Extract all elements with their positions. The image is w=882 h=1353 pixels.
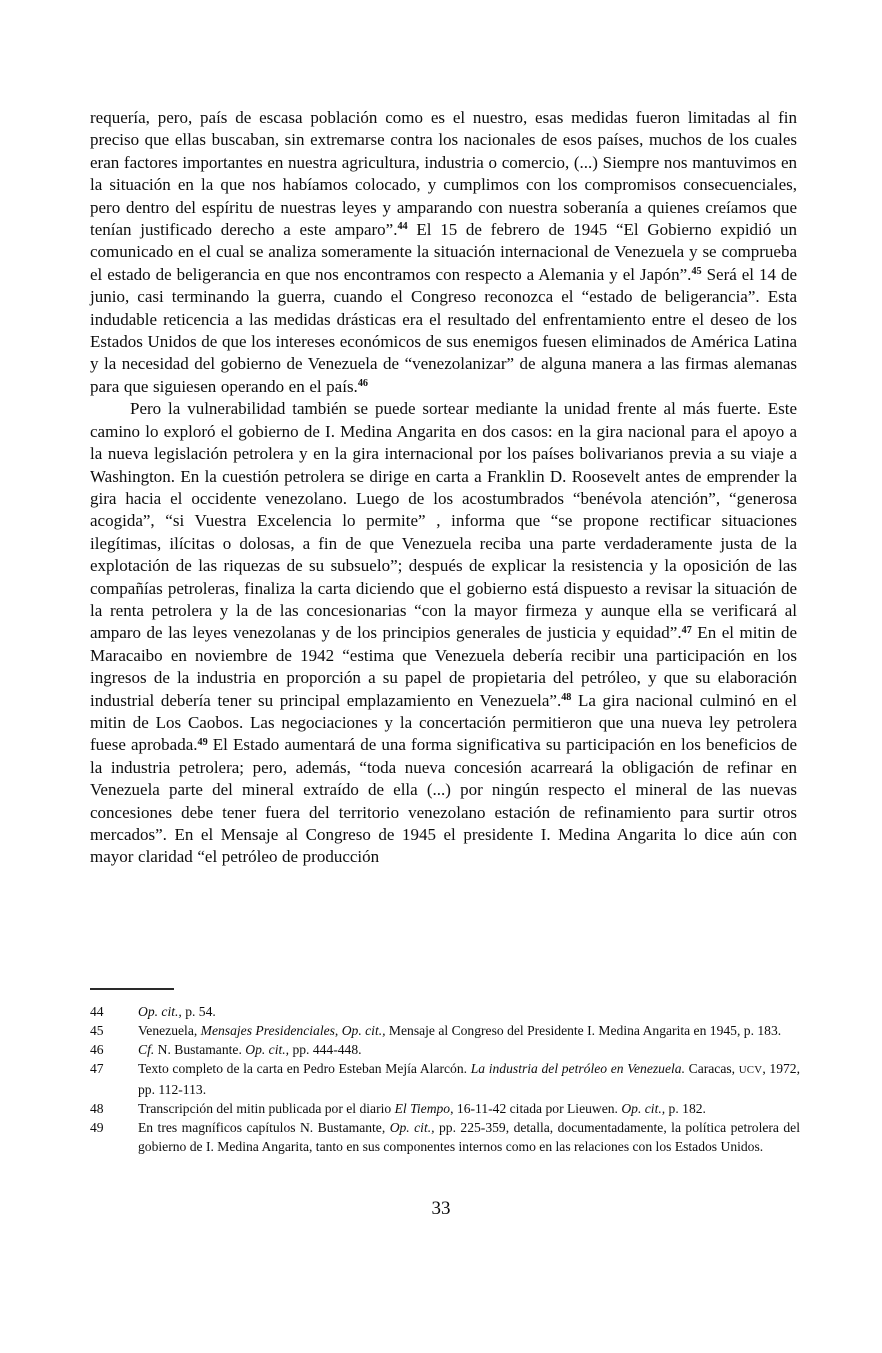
text-segment: Mensaje al Congreso del Presidente I. Medina Angarita en 1945, p. 183.: [385, 1023, 782, 1038]
body-text: [90, 107, 797, 869]
footnote-number: 44: [90, 1004, 104, 1019]
footnote-reference: 48: [561, 691, 572, 703]
footnotes-list: [90, 1002, 800, 1156]
text-segment: Op. cit.,: [341, 1023, 386, 1038]
text-segment: ,: [334, 1023, 342, 1038]
footnote-separator: [90, 988, 174, 990]
text-segment: En el mitin de Maracaibo en noviembre de 1942 “estima que Venezuela debería recibir una participación en los ingresos de la industria en proporción a su papel de propietaria del petróleo, y que su elaboración industrial debería tener su principal emplazamiento en Venezuela”.: [90, 623, 797, 710]
text-segment: N. Bustamante.: [154, 1042, 246, 1057]
text-segment: pp. 444-448.: [289, 1042, 362, 1057]
text-segment: Transcripción del mitin publicada por el diario: [138, 1101, 395, 1116]
text-segment: Texto completo de la carta en Pedro Esteban Mejía Alarcón.: [138, 1061, 471, 1076]
text-segment: Pero la vulnerabilidad también se puede sortear mediante la unidad frente al más fuerte. Este camino lo exploró el gobierno de I. Medina Angarita en dos casos: en la gira nacional para el apoyo a la nueva legislación petrolera y en la gira internacional por los países bolivarianos previa a su viaje a Washington. En la cuestión petrolera se dirige en carta a Franklin D. Roosevelt antes de emprender la gira hacia el occidente venezolano. Luego de los acostumbrados “benévola atención”, “generosa acogida”, “si Vuestra Excelencia lo permite” , informa que “se propone rectificar situaciones ilegítimas, ilícitas o dolosas, a fin de que Venezuela reciba una parte verdaderamente justa de la explotación de las riquezas de su subsuelo”; después de explicar la resistencia y la oposición de las compañías petroleras, finaliza la carta diciendo que el gobierno está dispuesto a revisar la situación de la renta petrolera y la de las concesionarias “con la mayor firmeza y aunque ella se verificará al amparo de las leyes venezolanas y de los principios generales de justicia y equidad”.: [90, 399, 797, 643]
text-segment: requería, pero, país de escasa población como es el nuestro, esas medidas fueron limitadas al fin preciso que ellas buscaban, sin extremarse contra los nacionales de esos países, muchos de los cuales eran factores importantes en nuestra agricultura, industria o comercio, (...) Siempre nos mantuvimos en la situación en la que nos habíamos colocado, y cumplimos con los compromisos consecuenciales, pero dentro del espíritu de nuestras leyes y amparando con nuestra soberanía a quienes creíamos que tenían justificado derecho a este amparo”.: [90, 108, 797, 240]
footnote-text: [138, 1059, 800, 1099]
footnote-number: 49: [90, 1120, 104, 1135]
text-segment: Op. cit.,: [389, 1120, 435, 1135]
text-segment: Op. cit.,: [245, 1042, 290, 1057]
text-segment: El Tiempo: [394, 1101, 451, 1116]
text-segment: El Estado aumentará de una forma significativa su participación en los beneficios de la industria petrolera; pero, además, “toda nueva concesión acarreará la obligación de refinar en Venezuela parte del mineral extraído de ella (...) por ningún respecto el mineral de las nuevas concesiones debe tener fuera del territorio venezolano estación de refinamiento para surtir otros mercados”. En el Mensaje al Congreso de 1945 el presidente I. Medina Angarita lo dice aún con mayor claridad “el petróleo de producción: [90, 735, 797, 867]
footnote-item: [90, 1118, 800, 1156]
footnote-item: [90, 1021, 800, 1040]
body-paragraph: [90, 398, 797, 869]
footnote-reference: 46: [357, 378, 368, 390]
text-segment: Op. cit.,: [621, 1101, 666, 1116]
text-segment: UCV: [738, 1064, 763, 1076]
text-segment: p. 54.: [181, 1004, 216, 1019]
text-segment: Caracas,: [684, 1061, 739, 1076]
footnote-number: 45: [90, 1023, 104, 1038]
text-segment: En tres magníficos capítulos N. Bustamante,: [138, 1120, 390, 1135]
footnote-number: 48: [90, 1101, 104, 1116]
text-segment: Op. cit.,: [138, 1004, 182, 1019]
footnote-item: [90, 1002, 800, 1021]
page-number: 33: [431, 1198, 451, 1219]
footnote-text: [138, 1002, 800, 1021]
text-segment: La industria del petróleo en Venezuela.: [470, 1061, 685, 1076]
footnote-text: [138, 1118, 800, 1156]
footnote-item: [90, 1099, 800, 1118]
body-paragraph: [90, 107, 797, 398]
footnote-text: [138, 1040, 800, 1059]
footnote-text: [138, 1099, 800, 1118]
footnote-item: [90, 1040, 800, 1059]
text-segment: El 15 de febrero de 1945 “El Gobierno expidió un comunicado en el cual se analiza someramente la situación internacional de Venezuela y se comprueba el estado de beligerancia en que nos encontramos con respecto a Alemania y el Japón”.: [90, 220, 797, 284]
footnote-number: 47: [90, 1061, 104, 1076]
text-segment: Será el 14 de junio, casi terminando la guerra, cuando el Congreso reconozca el “estado de beligerancia”. Esta indudable reticencia a las medidas drásticas era el resultado del enfrentamiento entre el deseo de los Estados Unidos de que los intereses económicos de sus enemigos fuesen eliminados de América Latina y la necesidad del gobierno de Venezuela de “venezolanizar” de alguna manera a las firmas alemanas para que siguiesen operando en el país.: [90, 264, 797, 396]
footnote-reference: 44: [397, 221, 408, 233]
text-segment: Venezuela,: [138, 1023, 201, 1038]
text-segment: Cf.: [138, 1042, 155, 1057]
footnote-reference: 47: [681, 624, 692, 636]
text-segment: La gira nacional culminó en el mitin de Los Caobos. Las negociaciones y la concertación permitieron que una nueva ley petrolera fuese aprobada.: [90, 690, 797, 755]
text-segment: , 1972, pp. 112-113.: [138, 1061, 801, 1097]
text-segment: pp. 225-359, detalla, documentadamente, la política petrolera del gobierno de I. Medina Angarita, tanto en sus componentes internos como en las relaciones con los Estados Unidos.: [138, 1120, 800, 1154]
footnote-reference: 49: [197, 736, 208, 748]
text-segment: p. 182.: [665, 1101, 706, 1116]
text-segment: , 16-11-42 citada por Lieuwen.: [450, 1101, 622, 1116]
footnote-number: 46: [90, 1042, 104, 1057]
footnote-item: [90, 1059, 800, 1099]
footnote-text: [138, 1021, 800, 1040]
text-segment: Mensajes Presidenciales: [200, 1023, 335, 1038]
footnote-reference: 45: [691, 266, 702, 278]
